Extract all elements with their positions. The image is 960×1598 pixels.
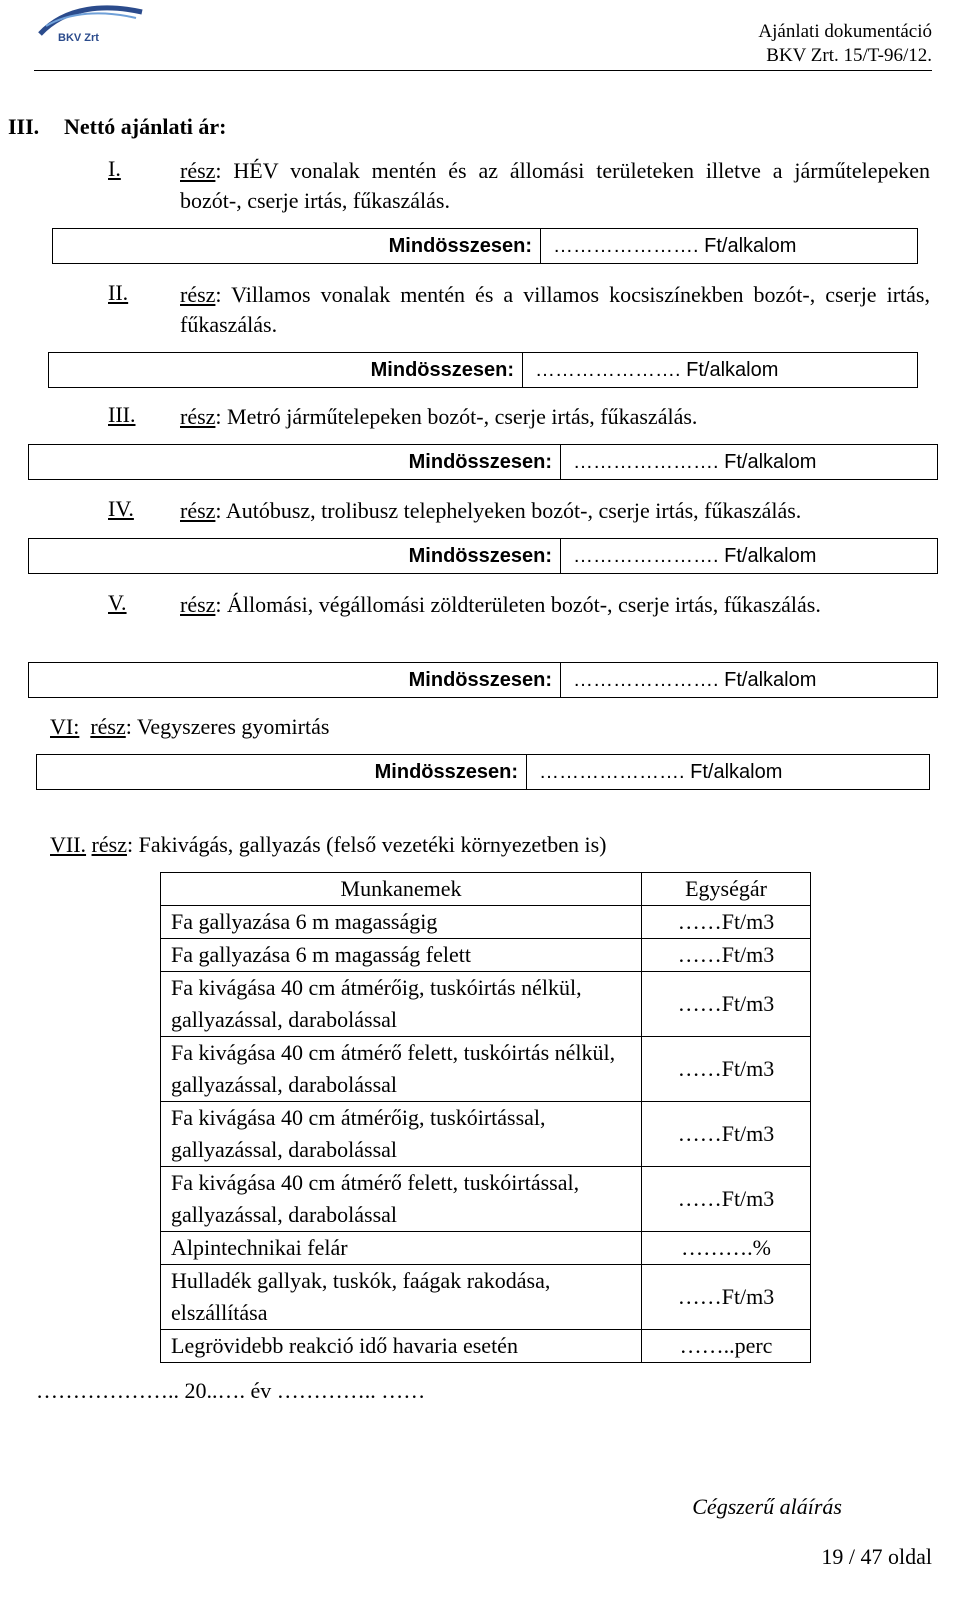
table-row xyxy=(161,906,811,939)
part-description xyxy=(180,280,930,340)
item-cell: Fa gallyazása 6 m magasság felett xyxy=(161,939,642,972)
part-text: : Vegyszeres gyomirtás xyxy=(125,714,330,739)
price-field[interactable]: ……Ft/m3 xyxy=(642,1167,811,1232)
part-word: rész xyxy=(180,404,216,429)
total-label: Mindösszesen: xyxy=(49,353,523,387)
item-cell: Hulladék gallyak, tuskók, faágak rakodása, elszállítása xyxy=(161,1265,642,1330)
part-number: V. xyxy=(108,590,127,615)
part-word: rész xyxy=(90,714,126,739)
table-row xyxy=(161,939,811,972)
header-info xyxy=(758,20,932,68)
table-row xyxy=(161,1232,811,1265)
part-word: rész xyxy=(180,592,216,617)
price-field[interactable]: ……Ft/m3 xyxy=(642,972,811,1037)
total-value-field[interactable]: …………………. Ft/alkalom xyxy=(573,669,817,691)
price-field[interactable]: ……Ft/m3 xyxy=(642,1102,811,1167)
part-word: rész xyxy=(180,498,216,523)
part-word: rész xyxy=(180,282,216,307)
table-row xyxy=(161,1037,811,1102)
column-header: Egységár xyxy=(642,873,811,906)
part-number: IV. xyxy=(108,496,134,521)
table-row xyxy=(161,1265,811,1330)
part-text: : Autóbusz, trolibusz telephelyeken bozót-, cserje irtás, fűkaszálás. xyxy=(215,498,802,523)
item-cell: Alpintechnikai felár xyxy=(161,1232,642,1265)
price-table xyxy=(160,872,811,1363)
part-word: rész xyxy=(91,832,127,857)
doc-title: Ajánlati dokumentáció xyxy=(758,21,932,42)
price-field[interactable]: ……Ft/m3 xyxy=(642,939,811,972)
total-box xyxy=(28,662,938,698)
part-text: : Villamos vonalak mentén és a villamos kocsiszínekben bozót-, cserje irtás, fűkaszálás. xyxy=(180,282,930,337)
part-description xyxy=(50,830,607,860)
bkv-logo xyxy=(36,4,146,44)
total-label: Mindösszesen: xyxy=(53,229,541,263)
total-box xyxy=(28,538,938,574)
column-header: Munkanemek xyxy=(161,873,642,906)
table-row xyxy=(161,1330,811,1363)
total-label: Mindösszesen: xyxy=(37,755,527,789)
part-number: III. xyxy=(108,402,136,427)
total-value-field[interactable]: …………………. Ft/alkalom xyxy=(573,451,817,473)
table-row xyxy=(161,1167,811,1232)
total-label: Mindösszesen: xyxy=(29,663,561,697)
price-field[interactable]: ……..perc xyxy=(642,1330,811,1363)
part-number: I. xyxy=(108,156,121,181)
item-cell: Fa kivágása 40 cm átmérőig, tuskóirtással, gallyazással, darabolással xyxy=(161,1102,642,1167)
part-text: : Állomási, végállomási zöldterületen bozót-, cserje irtás, fűkaszálás. xyxy=(215,592,821,617)
signature-label: Cégszerű aláírás xyxy=(692,1494,842,1519)
item-cell: Fa kivágása 40 cm átmérő felett, tuskóirtással, gallyazással, darabolással xyxy=(161,1167,642,1232)
table-row xyxy=(161,972,811,1037)
item-cell: Fa kivágása 40 cm átmérő felett, tuskóirtás nélkül, gallyazással, darabolással xyxy=(161,1037,642,1102)
part-text: : Metró járműtelepeken bozót-, cserje irtás, fűkaszálás. xyxy=(215,404,698,429)
total-value-field[interactable]: …………………. Ft/alkalom xyxy=(535,359,779,381)
section-title: Nettó ajánlati ár: xyxy=(64,114,227,139)
part-word: rész xyxy=(180,158,216,183)
logo-text: BKV Zrt xyxy=(58,32,99,44)
price-field[interactable]: ……Ft/m3 xyxy=(642,906,811,939)
total-label: Mindösszesen: xyxy=(29,445,561,479)
part-number: VI: xyxy=(50,714,80,739)
total-box xyxy=(28,444,938,480)
table-header-row xyxy=(161,873,811,906)
price-field[interactable]: ……Ft/m3 xyxy=(642,1265,811,1330)
part-text: : HÉV vonalak mentén és az állomási területeken illetve a járműtelepeken bozót-, cserje irtás, fűkaszálás. xyxy=(180,158,930,213)
part-description xyxy=(50,712,329,742)
item-cell: Fa gallyazása 6 m magasságig xyxy=(161,906,642,939)
part-description xyxy=(180,496,940,526)
total-value-field[interactable]: …………………. Ft/alkalom xyxy=(553,235,797,257)
section-number: III. xyxy=(8,114,40,139)
price-field[interactable]: ……Ft/m3 xyxy=(642,1037,811,1102)
part-description xyxy=(180,402,930,432)
header-divider xyxy=(34,70,932,71)
section-heading xyxy=(8,114,227,140)
total-value-field[interactable]: …………………. Ft/alkalom xyxy=(539,761,783,783)
date-line[interactable]: ……………….. 20..…. év ………….. …… xyxy=(36,1378,426,1403)
total-box xyxy=(52,228,918,264)
item-cell: Fa kivágása 40 cm átmérőig, tuskóirtás nélkül, gallyazással, darabolással xyxy=(161,972,642,1037)
total-box xyxy=(48,352,918,388)
price-field[interactable]: ……….% xyxy=(642,1232,811,1265)
part-number: VII. xyxy=(50,832,87,857)
total-label: Mindösszesen: xyxy=(29,539,561,573)
table-row xyxy=(161,1102,811,1167)
part-number: II. xyxy=(108,280,129,305)
total-value-field[interactable]: …………………. Ft/alkalom xyxy=(573,545,817,567)
item-cell: Legrövidebb reakció idő havaria esetén xyxy=(161,1330,642,1363)
total-box xyxy=(36,754,930,790)
part-text: : Fakivágás, gallyazás (felső vezetéki környezetben is) xyxy=(126,832,607,857)
part-description xyxy=(180,590,930,620)
doc-ref: BKV Zrt. 15/T-96/12. xyxy=(766,45,932,66)
page-number: 19 / 47 oldal xyxy=(821,1544,932,1569)
part-description xyxy=(180,156,930,216)
